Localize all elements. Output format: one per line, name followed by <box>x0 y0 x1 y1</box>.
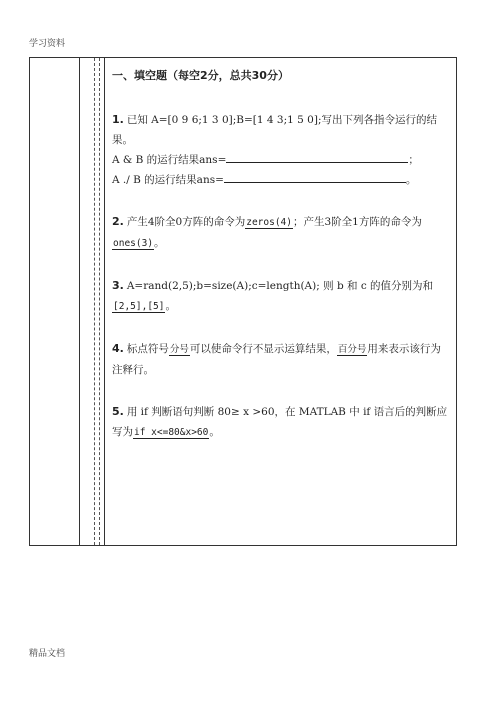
question-text: 。 <box>154 237 165 249</box>
answer-line-b <box>112 170 450 190</box>
answer-filled: 百分号 <box>337 344 367 355</box>
question-text: ；产生3阶全1方阵的命令为 <box>292 216 422 228</box>
answer-filled: ones(3) <box>113 238 154 249</box>
answer-line-a <box>112 150 450 170</box>
question-number: 5. <box>112 405 124 418</box>
question-content <box>112 66 450 465</box>
answer-blank[interactable] <box>224 182 406 183</box>
footer-note: 精品文档 <box>29 649 66 659</box>
question-4 <box>112 339 450 380</box>
answer-filled: zeros(4) <box>246 217 292 228</box>
answer-filled: [2,5],[5] <box>113 301 165 312</box>
question-3 <box>112 276 450 317</box>
question-1 <box>112 110 450 190</box>
answer-filled: 分号 <box>169 344 189 355</box>
answer-blank[interactable] <box>226 162 408 163</box>
question-text: A=rand(2,5);b=size(A);c=length(A); 则 b 和 c 的值分别为和 <box>126 280 434 292</box>
question-text: 可以使命令行不显示运算结果， <box>189 343 337 355</box>
question-text: 标点符号 <box>126 343 169 355</box>
question-text: 用 if 判断语句判断 80≥ x >60，在 MATLAB 中 if 语言后的判断应写为 <box>112 406 448 438</box>
question-2 <box>112 212 450 254</box>
content-border-line <box>104 58 105 545</box>
question-text: 产生4阶全0方阵的命令为 <box>126 216 246 228</box>
answer-filled: if x<=80&x>60 <box>134 427 209 438</box>
answer-line-label: A & B 的运行结果ans= <box>112 154 227 166</box>
question-number: 2. <box>112 215 124 228</box>
question-text: 用来表示该行为注释行。 <box>112 343 441 376</box>
question-number: 3. <box>112 279 124 292</box>
line-end-punct: ； <box>408 154 419 166</box>
exam-sheet <box>29 57 457 546</box>
section-title: 一、填空题（每空2分，总共30分） <box>112 69 289 82</box>
binding-line-solid <box>79 58 80 545</box>
question-number: 4. <box>112 342 124 355</box>
question-number: 1. <box>112 113 124 126</box>
question-text: 已知 A=[0 9 6;1 3 0];B=[1 4 3;1 5 0];写出下列各指令运行的结果。 <box>112 114 437 146</box>
binding-line-dashed-2 <box>99 58 100 545</box>
question-text: 。 <box>165 300 176 312</box>
question-text: 。 <box>209 426 220 438</box>
line-end-punct: 。 <box>405 174 417 186</box>
answer-line-label: A ./ B 的运行结果ans= <box>112 174 224 186</box>
header-note: 学习资料 <box>29 39 66 49</box>
question-5 <box>112 402 450 443</box>
binding-line-dashed-1 <box>94 58 95 545</box>
